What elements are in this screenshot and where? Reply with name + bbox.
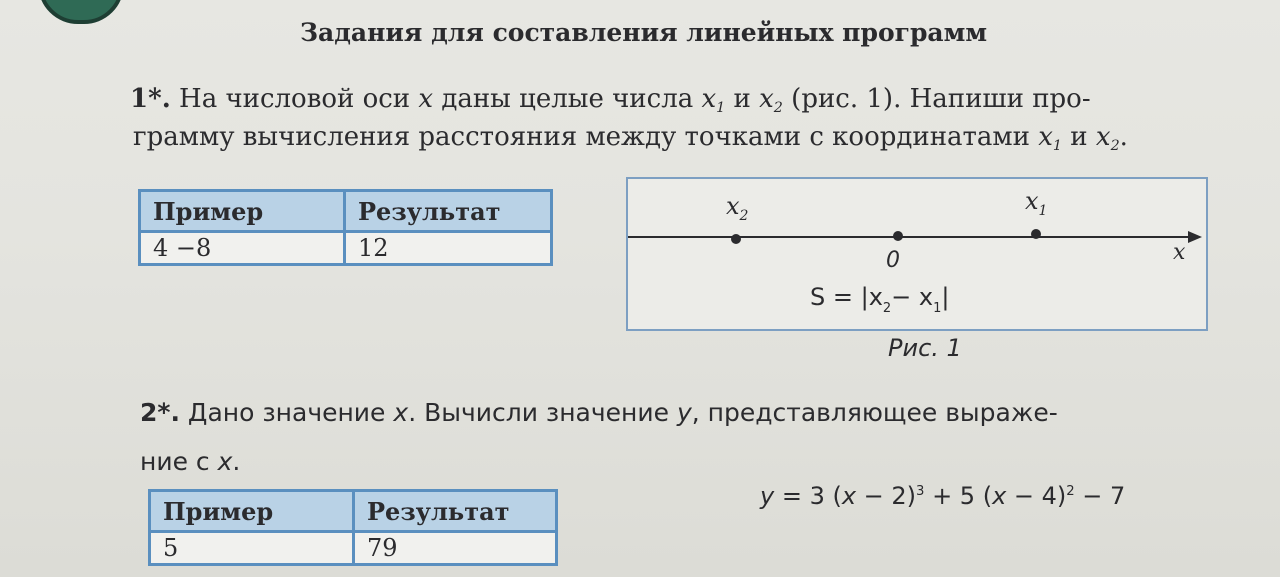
task1-text: и [725,84,760,114]
task1-line2 [133,122,1128,154]
table-header: Пример [140,191,345,232]
figure-caption: Рис. 1 [888,334,962,362]
task1-text: даны целые числа [433,84,702,114]
task2-text: , представляющее выраже- [691,398,1058,427]
table-row [140,232,552,265]
task2-text: ние с [140,447,218,476]
table-header: Результат [354,491,557,532]
task2-text: Дано значение [179,398,394,427]
var-x: x [217,447,233,476]
task2-line2 [140,447,240,476]
var-y: y [676,398,692,427]
task1-text: На числовой оси [179,84,419,114]
formula-exponent: 3 [916,483,925,499]
label-zero: 0 [886,248,900,273]
var-x1: $x_1$ [1038,122,1063,154]
axis-arrow-icon [1188,231,1202,243]
task2-text: . [232,447,241,476]
task2-line1 [140,398,1058,427]
task1-text: грамму вычисления расстояния между точками с координатами [133,122,1039,152]
formula-part: = 3 ( [774,482,842,510]
example-table-2 [148,489,558,566]
task2-text: . Вычисли значение [408,398,677,427]
corner-logo [38,0,124,24]
number-line-diagram [628,179,1206,329]
task1-text: (рис. 1). Напиши про- [782,84,1091,114]
point-x1 [1031,229,1041,239]
task1-line1 [130,84,1091,116]
task2-number: 2*. [140,398,180,427]
point-x2 [731,234,741,244]
formula-part: − 4) [1006,482,1067,510]
label-x1: $x_1$ [1025,187,1048,219]
axis-label: x [1173,240,1186,265]
var-x1: $x_1$ [701,84,726,116]
point-zero [893,231,903,241]
table-header-row [140,191,552,232]
example-table-1 [138,189,553,266]
table-header: Пример [150,491,354,532]
task1-text: и [1062,122,1096,152]
var-x2: $x_2$ [1095,122,1120,154]
formula-part: + 5 ( [924,482,993,510]
label-x2: $x_2$ [726,192,749,224]
task1-number: 1*. [130,84,171,114]
table-cell: 79 [354,532,557,565]
table-row [150,532,557,565]
table-header: Результат [345,191,552,232]
formula-exponent: 2 [1066,483,1075,499]
table-cell: 4 −8 [140,232,345,265]
distance-formula: $S = |x_2- x_1|$ [810,283,950,316]
page-title: Задания для составления линейных программ [300,18,988,47]
formula-x: x [841,482,857,510]
formula-y: y [760,482,775,510]
formula-part: − 2) [856,482,917,510]
figure-number-line [626,177,1208,331]
formula-x: x [992,482,1007,510]
var-x: x [393,398,409,427]
table-cell: 12 [345,232,552,265]
formula-part: − 7 [1074,482,1126,510]
var-x: x [418,84,434,114]
var-x2: $x_2$ [759,84,783,116]
task2-formula [760,482,1125,510]
task1-text: . [1119,122,1128,152]
table-cell: 5 [150,532,354,565]
table-header-row [150,491,557,532]
